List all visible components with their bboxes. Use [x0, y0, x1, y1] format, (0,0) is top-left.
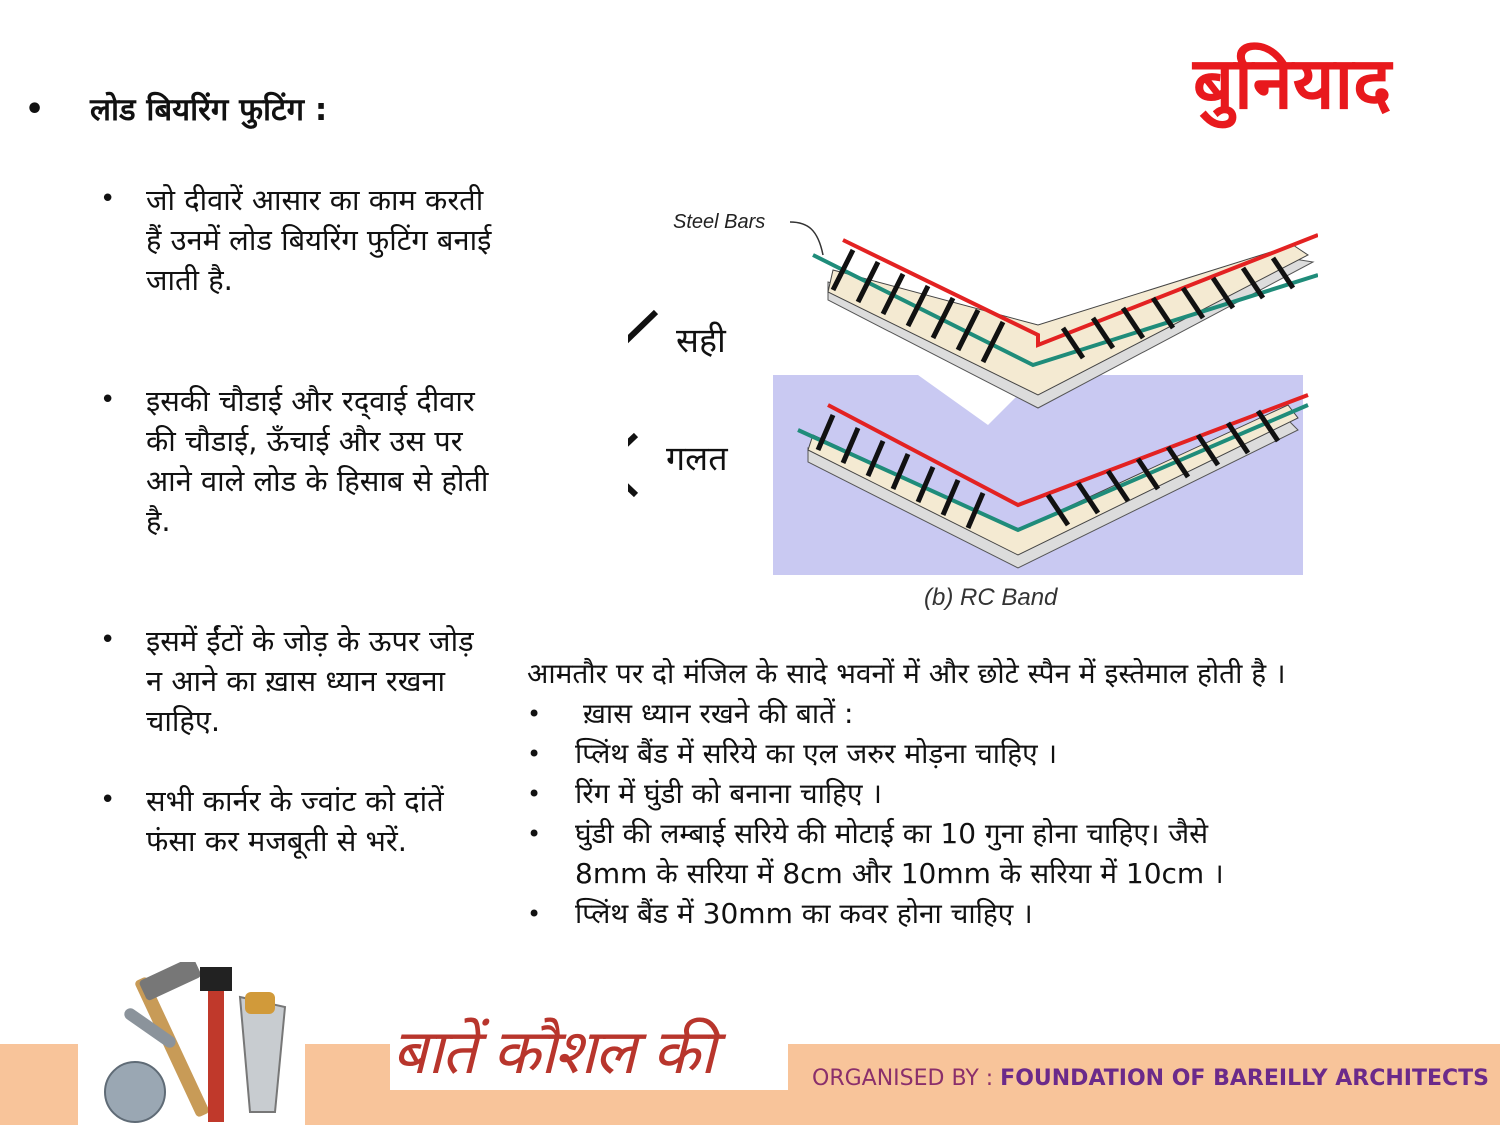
left-bullet-4: • — [100, 785, 116, 815]
steel-bars-label: Steel Bars — [673, 211, 766, 233]
organiser-name: FOUNDATION OF BAREILLY ARCHITECTS — [1000, 1066, 1490, 1091]
check-icon — [628, 312, 656, 368]
event-logo: बातें कौशल की — [392, 1015, 714, 1088]
left-bullet-2: • — [100, 385, 116, 415]
organiser-line — [812, 1066, 1489, 1091]
right-point-4: घुंडी की लम्बाई सरिये की मोटाई का 10 गुना होना चाहिए। जैसे — [575, 817, 1209, 850]
organiser-label: ORGANISED BY : — [812, 1066, 1001, 1091]
slide-title: बुनियाद — [1193, 41, 1392, 125]
wrong-label: गलत — [666, 439, 728, 479]
tools-icon — [100, 962, 300, 1125]
figure-caption: (b) RC Band — [924, 584, 1058, 611]
right-point-5: प्लिंथ बैंड में 30mm का कवर होना चाहिए । — [575, 897, 1033, 930]
right-point-2: प्लिंथ बैंड में सरिये का एल जरुर मोड़ना चाहिए । — [575, 737, 1058, 770]
steel-bars-leader — [790, 222, 823, 255]
right-point-3: रिंग में घुंडी को बनाना चाहिए । — [575, 777, 882, 810]
correct-label: सही — [676, 321, 726, 361]
right-point-row: • प्लिंथ बैंड में 30mm का कवर होना चाहिए । — [527, 894, 1467, 934]
main-bullet: • — [25, 92, 45, 127]
right-intro: आमतौर पर दो मंजिल के सादे भवनों में और छोटे स्पैन में इस्तेमाल होती है । — [527, 657, 1286, 690]
right-point-row: • प्लिंथ बैंड में सरिये का एल जरुर मोड़ना चाहिए । — [527, 734, 1467, 774]
right-point-1: ख़ास ध्यान रखने की बातें : — [583, 697, 854, 730]
left-point-3: इसमें ईंटों के जोड़ के ऊपर जोड़ न आने का ख़ास ध्यान रखना चाहिए. — [146, 624, 474, 738]
right-point-row: • रिंग में घुंडी को बनाना चाहिए । — [527, 774, 1467, 814]
right-point-row: • घुंडी की लम्बाई सरिये की मोटाई का 10 गुना होना चाहिए। जैसे — [527, 814, 1467, 854]
left-bullet-1: • — [100, 184, 116, 214]
left-point-2: इसकी चौडाई और रद्‍वाई दीवार की चौडाई, ऊँचाई और उस पर आने वाले लोड के हिसाब से होती है. — [146, 384, 489, 538]
main-heading: लोड बियरिंग फुटिंग : — [90, 92, 328, 128]
right-point-row: • ख़ास ध्यान रखने की बातें : — [527, 694, 1467, 734]
cross-icon — [628, 435, 636, 495]
right-point-4-continuation: 8mm के सरिया में 8cm और 10mm के सरिया में 10cm । — [575, 857, 1224, 890]
left-point-1: जो दीवारें आसार का काम करती हैं उनमें लोड बियरिंग फुटिंग बनाई जाती है. — [146, 183, 492, 297]
rc-band-figure — [628, 200, 1318, 620]
left-bullet-3: • — [100, 625, 116, 655]
left-point-4: सभी कार्नर के ज्वांट को दांतें फंसा कर मजबूती से भरें. — [146, 784, 444, 858]
right-text-block — [527, 654, 1467, 934]
